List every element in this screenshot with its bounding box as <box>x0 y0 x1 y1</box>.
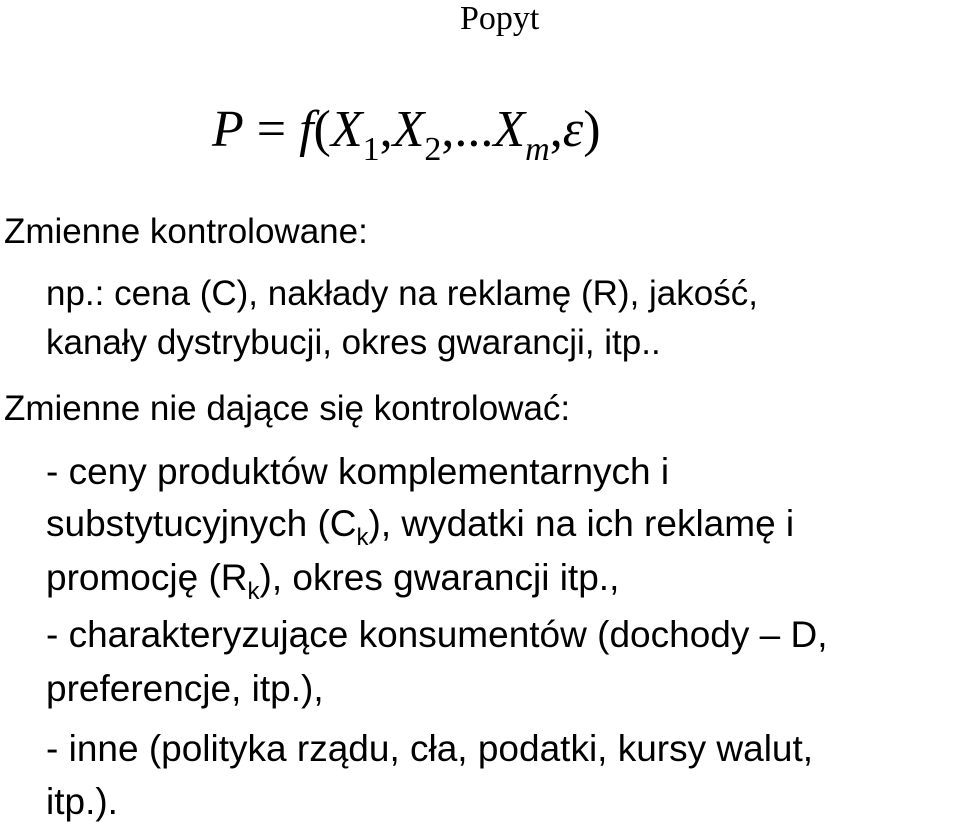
uncontrolled-line-7: itp.). <box>46 781 118 822</box>
uncontrolled-line-4: - charakteryzujące konsumentów (dochody – D, <box>46 614 828 655</box>
formula-lhs: P <box>212 101 244 158</box>
formula-close-paren: ) <box>583 101 601 158</box>
formula-xm: X <box>493 101 526 158</box>
uncontrolled-line-6: - inne (polityka rządu, cła, podatki, kursy walut, <box>46 728 814 769</box>
formula-equals: = <box>256 101 287 158</box>
uncontrolled-line-3-sub: k <box>247 578 260 605</box>
uncontrolled-line-3 <box>46 557 620 605</box>
uncontrolled-line-5: preferencje, itp.), <box>46 668 324 709</box>
uncontrolled-line-2 <box>46 503 795 551</box>
formula-comma-2: , <box>549 101 563 158</box>
formula-function: f <box>299 101 314 158</box>
uncontrolled-line-2-a: substytucyjnych (C <box>46 503 357 544</box>
controlled-line-2: kanały dystrybucji, okres gwarancji, itp.. <box>46 323 661 362</box>
uncontrolled-heading: Zmienne nie dające się kontrolować: <box>4 389 571 428</box>
formula-sub-m: m <box>525 131 550 168</box>
uncontrolled-line-3-b: ), okres gwarancji itp., <box>259 557 620 598</box>
uncontrolled-line-1: - ceny produktów komplementarnych i <box>46 451 670 492</box>
uncontrolled-line-3-a: promocję (R <box>46 557 248 598</box>
formula-sub-1: 1 <box>362 131 380 168</box>
formula-open-paren: ( <box>313 101 331 158</box>
controlled-line-1: np.: cena (C), nakłady na reklamę (R), jakość, <box>46 274 758 313</box>
formula-epsilon: ε <box>562 101 584 158</box>
formula-sub-2: 2 <box>424 131 442 168</box>
formula-x2: X <box>392 101 425 158</box>
uncontrolled-line-2-sub: k <box>356 524 369 551</box>
formula-comma-1: , <box>379 101 393 158</box>
demand-formula <box>212 101 601 168</box>
formula-dots: ,... <box>441 101 494 158</box>
controlled-heading: Zmienne kontrolowane: <box>4 212 368 251</box>
page-title: Popyt <box>460 0 540 37</box>
formula-x1: X <box>330 101 363 158</box>
uncontrolled-line-2-b: ), wydatki na ich reklamę i <box>368 503 795 544</box>
